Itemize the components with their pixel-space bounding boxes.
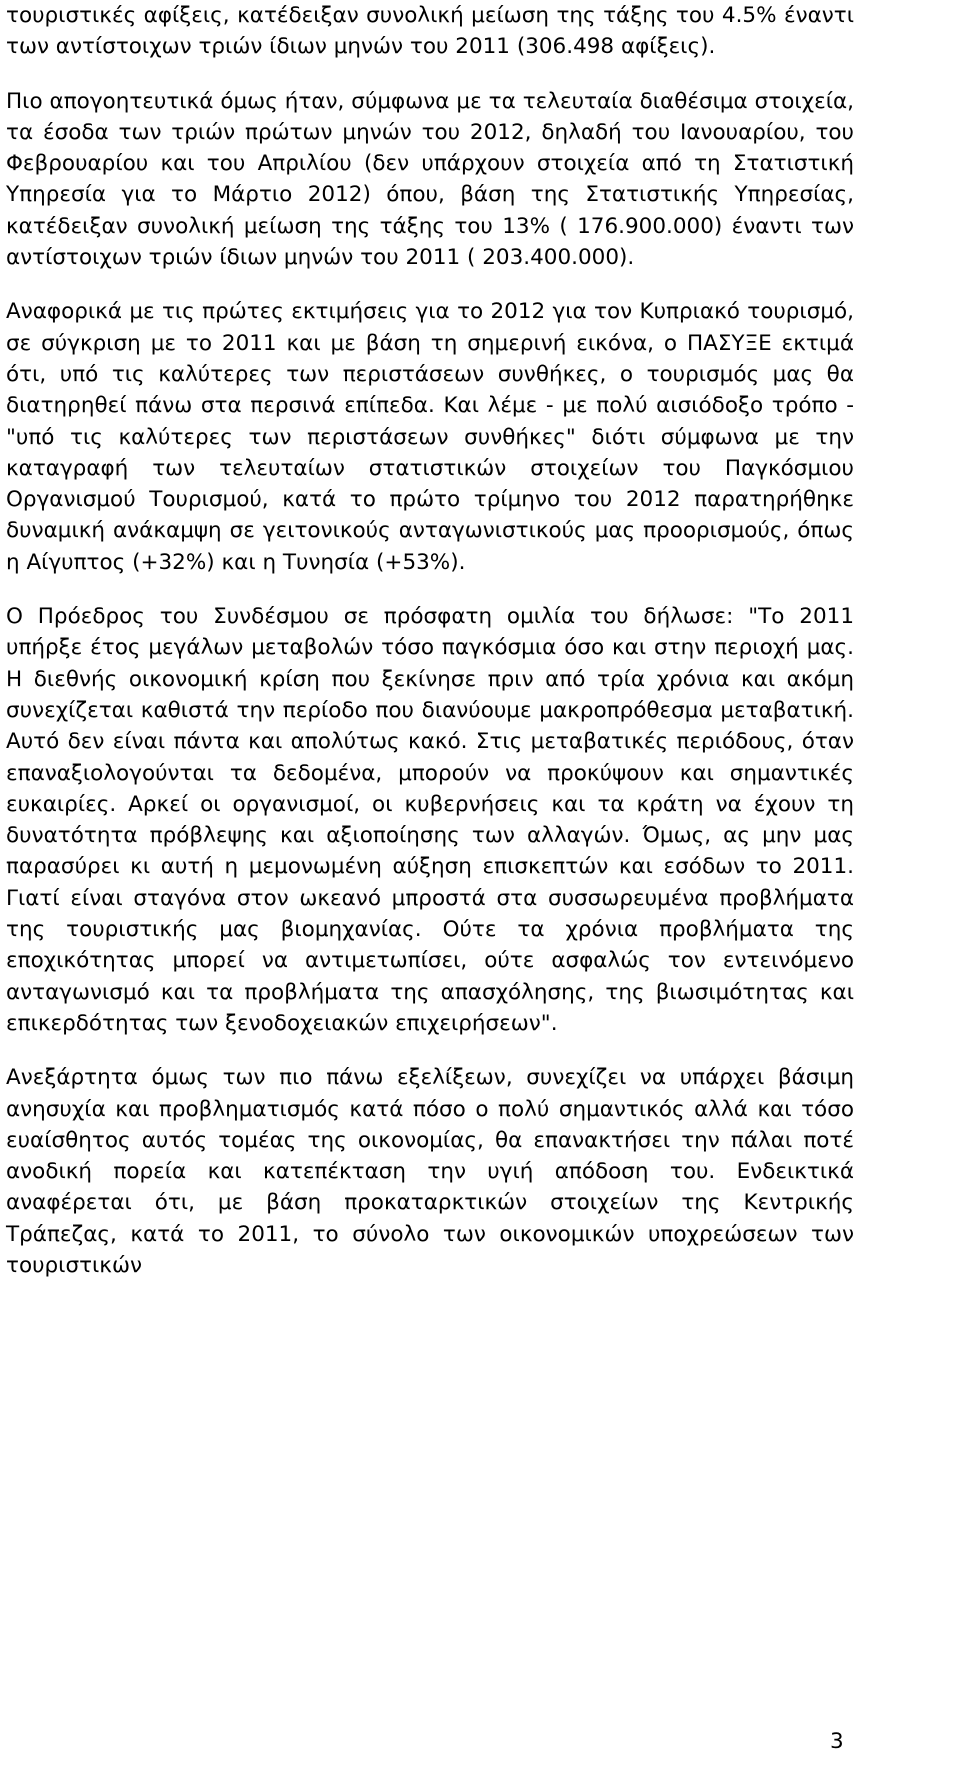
paragraph-1: τουριστικές αφίξεις, κατέδειξαν συνολική μείωση της τάξης του 4.5% έναντι των αντίστοιχων τριών ίδιων μηνών του 2011 (306.498 αφίξεις). xyxy=(6,3,854,60)
paragraph-2: Πιο απογοητευτικά όμως ήταν, σύμφωνα με τα τελευταία διαθέσιμα στοιχεία, τα έσοδα των τριών πρώτων μηνών του 2012, δηλαδή του Ιανουαρίου, του Φεβρουαρίου και του Απριλίου (δεν υπάρχουν στοιχεία από τη Στατιστική Υπηρεσία για το Μάρτιο 2012) όπου, βάση της Στατιστικής Υπηρεσίας, κατέδειξαν συνολική μείωση της τάξης του 13% ( 176.900.000) έναντι των αντίστοιχων τριών ίδιων μηνών του 2011 ( 203.400.000). xyxy=(6,88,854,271)
paragraph-5: Ανεξάρτητα όμως των πιο πάνω εξελίξεων, συνεχίζει να υπάρχει βάσιμη ανησυχία και προβληματισμός κατά πόσο ο πολύ σημαντικός αλλά και τόσο ευαίσθητος αυτός τομέας της οικονομίας, θα επανακτήσει την πάλαι ποτέ ανοδική πορεία και κατεπέκταση την υγιή απόδοση του. Ενδεικτικά αναφέρεται ότι, με βάση προκαταρκτικών στοιχείων της Κεντρικής Τράπεζας, κατά το 2011, το σύνολο των οικονομικών υποχρεώσεων των τουριστικών xyxy=(6,1065,854,1278)
paragraph-4: Ο Πρόεδρος του Συνδέσμου σε πρόσφατη ομιλία του δήλωσε: "Το 2011 υπήρξε έτος μεγάλων μεταβολών τόσο παγκόσμια όσο και στην περιοχή μας. Η διεθνής οικονομική κρίση που ξεκίνησε πριν από τρία χρόνια και ακόμη συνεχίζεται καθιστά την περίοδο που διανύουμε μακροπρόθεσμα μεταβατική. Αυτό δεν είναι πάντα και απολύτως κακό. Στις μεταβατικές περιόδους, όταν επαναξιολογούνται τα δεδομένα, μπορούν να προκύψουν και σημαντικές ευκαιρίες. Αρκεί οι οργανισμοί, οι κυβερνήσεις και τα κράτη να έχουν τη δυνατότητα πρόβλεψης και αξιοποίησης των αλλαγών. Όμως, ας μην μας παρασύρει κι αυτή η μεμονωμένη αύξηση επισκεπτών και εσόδων το 2011. Γιατί είναι σταγόνα στον ωκεανό μπροστά στα συσσωρευμένα προβλήματα της τουριστικής μας βιομηχανίας. Ούτε τα χρόνια προβλήματα της εποχικότητας μπορεί να αντιμετωπίσει, ούτε ασφαλώς τον εντεινόμενο ανταγωνισμό και τα προβλήματα της απασχόλησης, της βιωσιμότητας και επικερδότητας των ξενοδοχειακών επιχειρήσεων". xyxy=(6,604,854,1036)
document-body xyxy=(6,0,854,1304)
paragraph-3: Αναφορικά με τις πρώτες εκτιμήσεις για το 2012 για τον Κυπριακό τουρισμό, σε σύγκριση με το 2011 και με βάση τη σημερινή εικόνα, ο ΠΑΣΥΞΕ εκτιμά ότι, υπό τις καλύτερες των περιστάσεων συνθήκες, ο τουρισμός μας θα διατηρηθεί πάνω στα περσινά επίπεδα. Και λέμε - με πολύ αισιόδοξο τρόπο - "υπό τις καλύτερες των περιστάσεων συνθήκες" διότι σύμφωνα με την καταγραφή των τελευταίων στατιστικών στοιχείων του Παγκόσμιου Οργανισμού Τουρισμού, κατά το πρώτο τρίμηνο του 2012 παρατηρήθηκε δυναμική ανάκαμψη σε γειτονικούς ανταγωνιστικούς μας προορισμούς, όπως η Αίγυπτος (+32%) και η Τυνησία (+53%). xyxy=(6,299,854,575)
page-number: 3 xyxy=(830,1729,844,1754)
